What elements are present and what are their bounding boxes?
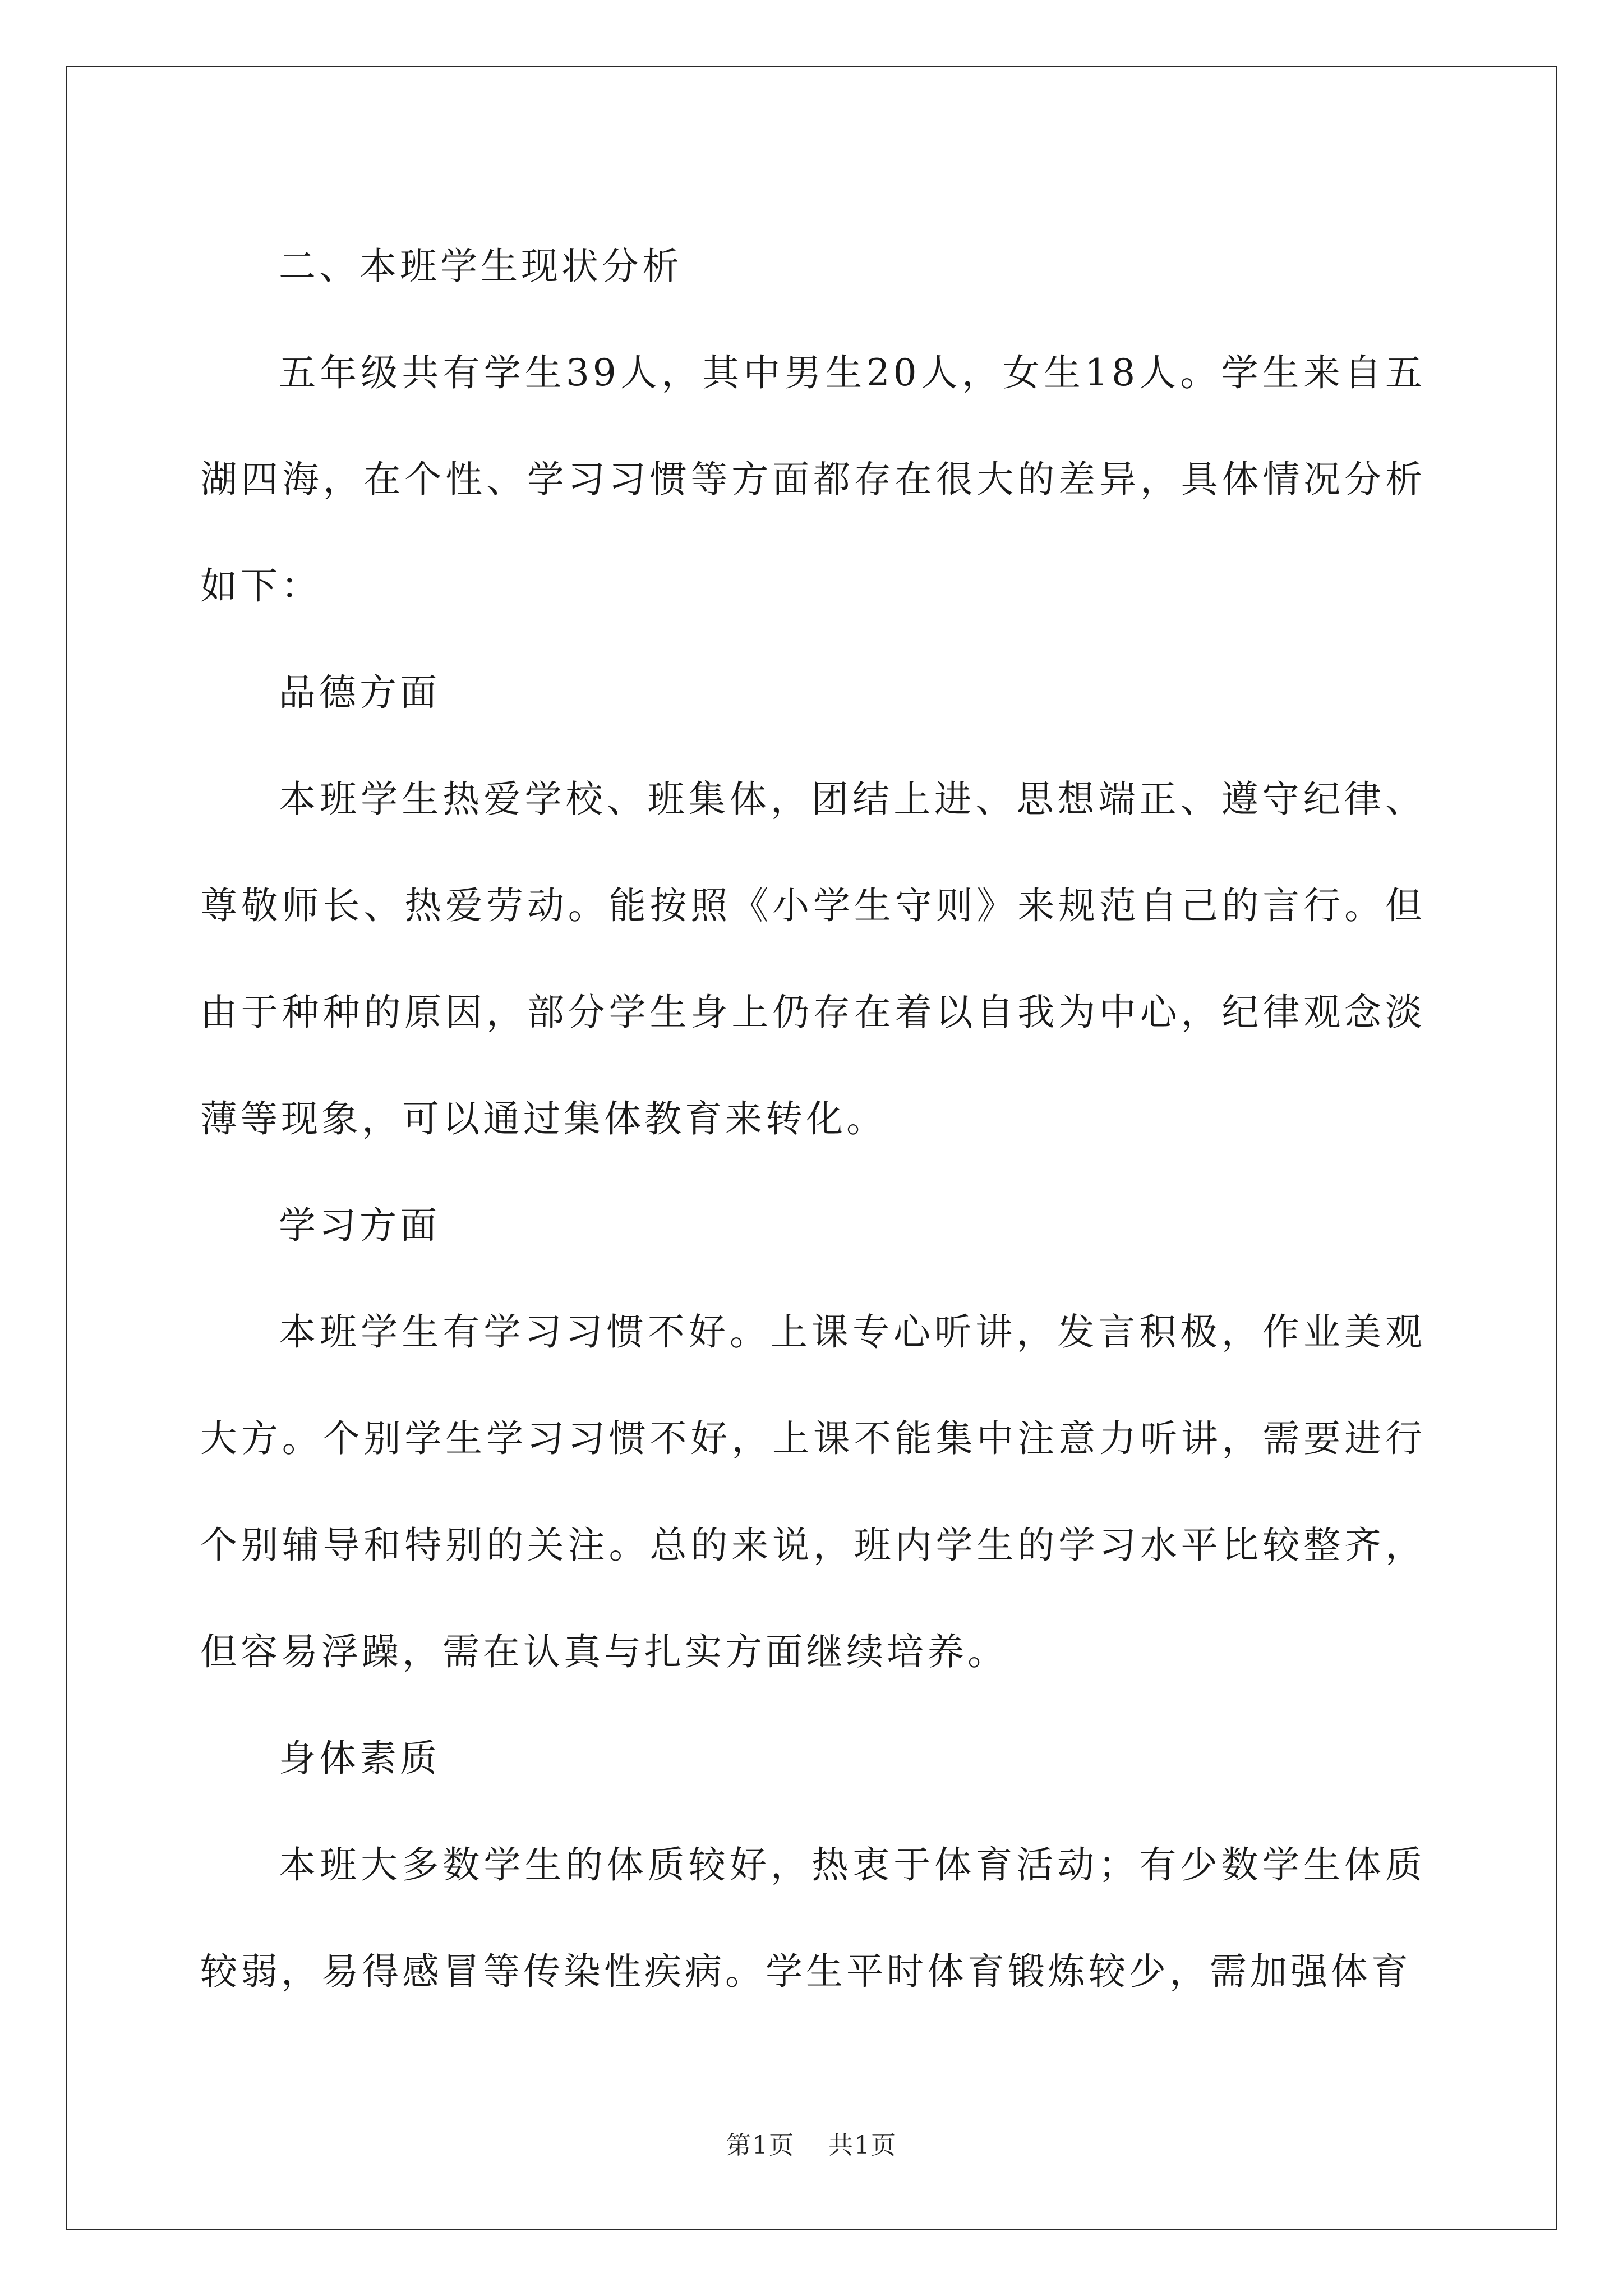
section-heading-morality: 品德方面 xyxy=(279,671,440,714)
paragraph-study: 本班学生有学习习惯不好。上课专心听讲，发言积极，作业美观大方。个别学生学习习惯不好，上课不能集中注意力听讲，需要进行个别辅导和特别的关注。总的来说，班内学生的学习水平比较整齐，但容易浮躁，需在认真与扎实方面继续培养。 xyxy=(200,1310,1426,1673)
document-body xyxy=(200,213,1426,2025)
section-heading-study: 学习方面 xyxy=(279,1204,440,1247)
page-footer xyxy=(0,2125,1623,2161)
section-heading-physical: 身体素质 xyxy=(279,1737,440,1780)
paragraph-morality: 本班学生热爱学校、班集体，团结上进、思想端正、遵守纪律、尊敬师长、热爱劳动。能按照《小学生守则》来规范自己的言行。但由于种种的原因，部分学生身上仍存在着以自我为中心，纪律观念淡薄等现象，可以通过集体教育来转化。 xyxy=(200,777,1426,1140)
paragraph-physical: 本班大多数学生的体质较好，热衷于体育活动；有少数学生体质较弱，易得感冒等传染性疾病。学生平时体育锻炼较少，需加强体育 xyxy=(200,1843,1426,1993)
paragraph-overview: 五年级共有学生39人，其中男生20人，女生18人。学生来自五湖四海，在个性、学习习惯等方面都存在很大的差异，具体情况分析如下： xyxy=(200,351,1426,608)
section-heading-status: 二、本班学生现状分析 xyxy=(279,245,683,288)
page-number-total: 共1页 xyxy=(828,2131,897,2160)
page-number-current: 第1页 xyxy=(726,2131,795,2160)
